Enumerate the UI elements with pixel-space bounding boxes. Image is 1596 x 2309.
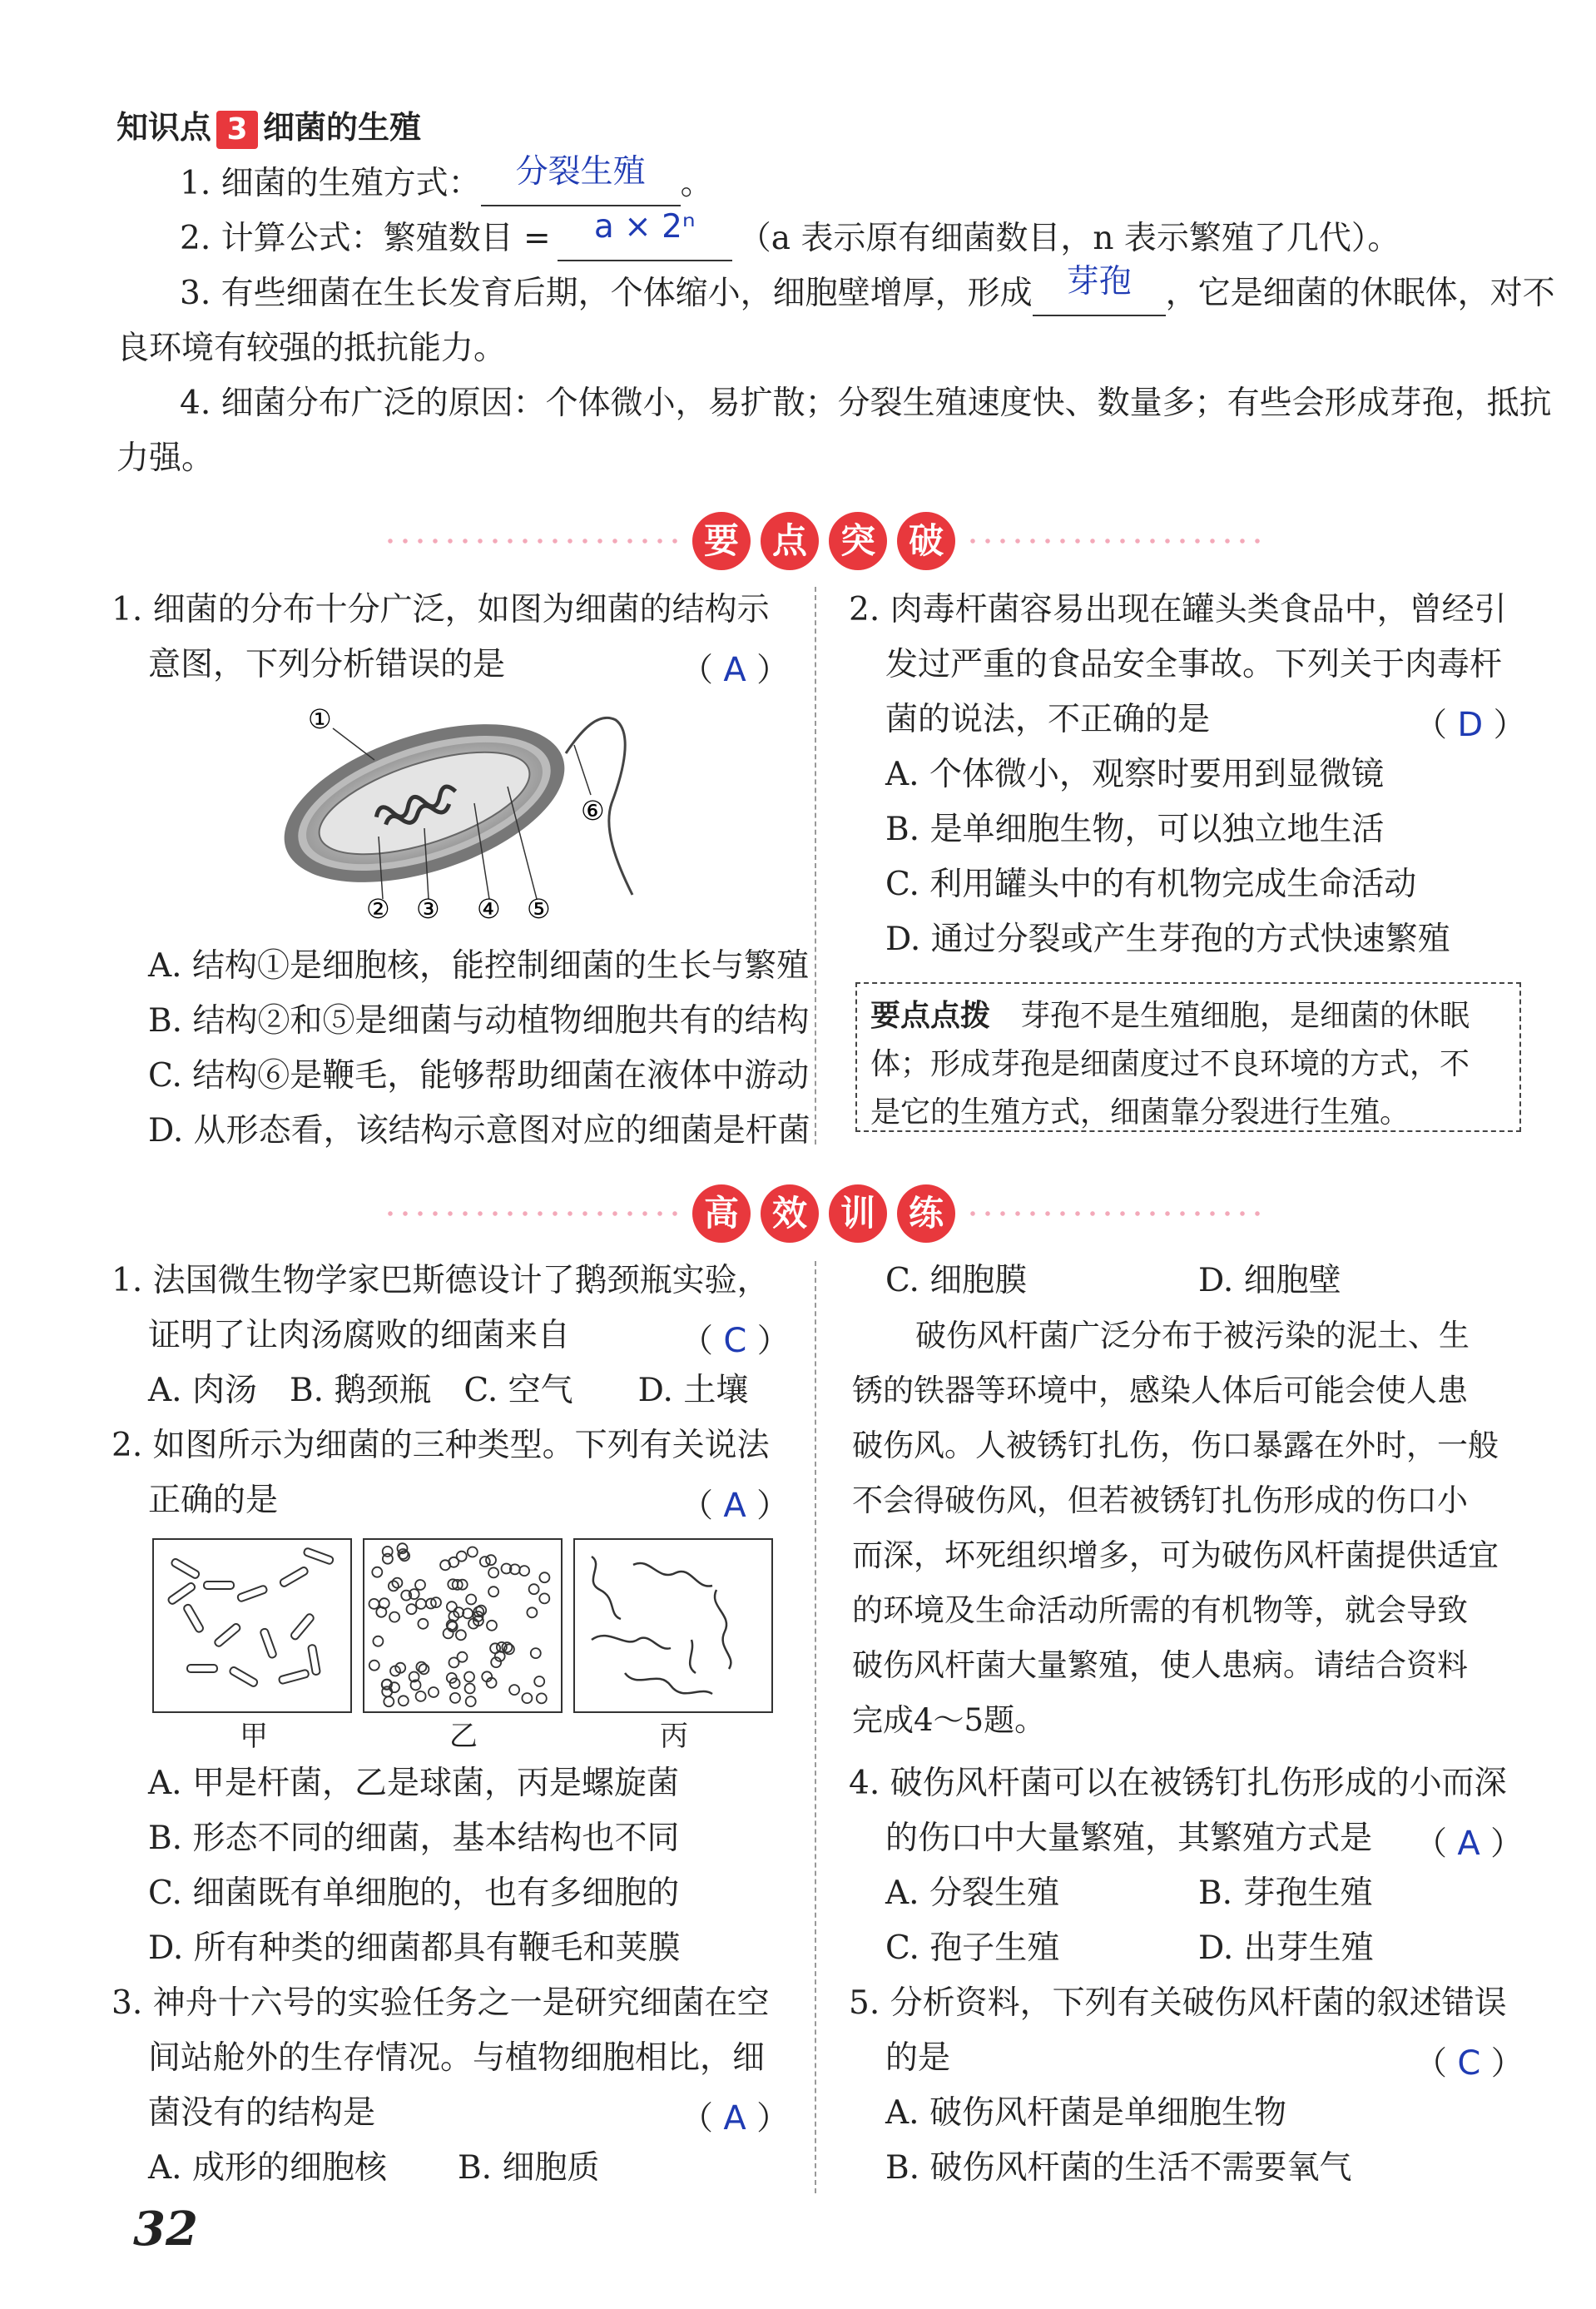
knowledge-point-heading: [116, 107, 421, 149]
caption-yi: 乙: [449, 1720, 478, 1753]
section-char: 高: [692, 1184, 751, 1243]
rod-bacteria-drawing: [154, 1540, 350, 1711]
tr-q5-stem-1: 5. 分析资料，下列有关破伤风杆菌的叙述错误: [849, 1984, 1507, 2022]
coccus-cell: [509, 1685, 519, 1695]
spirilla-box: [573, 1538, 773, 1713]
line-text: 3. 有些细菌在生长发育后期，个体缩小，细胞壁增厚，形成: [180, 275, 1033, 312]
label-6: ⑥: [581, 795, 605, 827]
coccus-cell: [389, 1612, 399, 1622]
tr-q5-answer-bracket: （ C ）: [1415, 2044, 1524, 2083]
tip-text: 体；形成芽孢是细菌度过不良环境的方式，不: [870, 1047, 1470, 1081]
dots-divider: [383, 1211, 682, 1216]
dots-divider: [965, 1211, 1265, 1216]
coccus-cell: [488, 1567, 498, 1577]
answer-blank: [481, 153, 681, 206]
bacilli-box: [152, 1538, 352, 1713]
label-1: ①: [308, 703, 332, 735]
section-char: 破: [897, 512, 955, 570]
coccus-cell: [480, 1557, 490, 1567]
tr-q1-answer-bracket: （ C ）: [681, 1322, 790, 1360]
tr-q4-option-d: D. 出芽生殖: [1198, 1929, 1374, 1967]
passage-line: 破伤风杆菌广泛分布于被污染的泥土、生: [915, 1318, 1470, 1353]
kp-q2-stem-1: 2. 肉毒杆菌容易出现在罐头类食品中，曾经引: [849, 591, 1507, 628]
coccus-cell: [488, 1587, 498, 1596]
coccus-cell: [466, 1696, 476, 1706]
coccus-cell: [487, 1621, 497, 1631]
tr-q4-answer-bracket: （ A ）: [1415, 1825, 1524, 1863]
knowledge-line-4b: 力强。: [116, 439, 215, 477]
coccus-cell: [457, 1552, 467, 1562]
coccus-cell: [379, 1598, 389, 1608]
coccus-cell: [468, 1547, 478, 1557]
tr-q3-option-c: C. 细胞膜: [885, 1262, 1028, 1299]
tr-q3-option-d: D. 细胞壁: [1198, 1262, 1341, 1299]
answer-letter: C: [1457, 2044, 1481, 2083]
knowledge-line-3b: 良环境有较强的抵抗能力。: [116, 330, 507, 367]
kp-q2-option-d: D. 通过分裂或产生芽孢的方式快速繁殖: [885, 921, 1450, 958]
answer-letter: C: [723, 1322, 747, 1360]
kp-q1-option-c: C. 结构⑥是鞭毛，能够帮助细菌在液体中游动: [148, 1057, 810, 1095]
column-divider: [815, 587, 816, 1145]
section-header-training: [349, 1180, 1298, 1247]
passage-line: 破伤风。人被锈钉扎伤，伤口暴露在外时，一般: [852, 1428, 1499, 1463]
knowledge-line-1: [180, 153, 713, 206]
coccus-cell: [531, 1648, 541, 1658]
caption-bing: 丙: [660, 1720, 688, 1753]
coccus-cell: [440, 1560, 450, 1570]
tip-text: 芽孢不是生殖细胞，是细菌的休眠: [1020, 999, 1470, 1033]
tr-q2-answer-bracket: （ A ）: [681, 1487, 790, 1525]
passage-line: 破伤风杆菌大量繁殖，使人患病。请结合资料: [852, 1647, 1468, 1683]
coccus-cell: [539, 1572, 549, 1582]
section-char: 点: [761, 512, 819, 570]
blank-answer: 分裂生殖: [515, 153, 646, 191]
kp-q2-option-b: B. 是单细胞生物，可以独立地生活: [885, 811, 1385, 848]
line-text: 1. 细菌的生殖方式：: [180, 165, 481, 202]
answer-blank: [1033, 263, 1166, 316]
coccus-cell: [447, 1601, 457, 1611]
line-text: 。: [680, 165, 713, 202]
column-divider: [815, 1261, 816, 2193]
knowledge-label: 知识点: [116, 109, 212, 146]
coccus-cell: [450, 1693, 460, 1703]
coccus-cell: [369, 1661, 379, 1671]
tr-q3-option-a: A. 成形的细胞核: [148, 2149, 387, 2187]
coccus-cell: [458, 1652, 468, 1662]
label-4: ④: [477, 893, 501, 920]
dots-divider: [383, 539, 682, 544]
kp-q2-answer-bracket: （ D ）: [1415, 706, 1526, 744]
kp-q1-stem-1: 1. 细菌的分布十分广泛，如图为细菌的结构示: [112, 591, 770, 628]
coccus-cell: [464, 1672, 474, 1682]
coccus-cell: [529, 1584, 539, 1594]
kp-q1-option-a: A. 结构①是细胞核，能控制细菌的生长与繁殖: [148, 947, 809, 985]
tr-q4-option-a: A. 分裂生殖: [885, 1875, 1059, 1912]
coccus-cell: [534, 1676, 544, 1686]
answer-letter: A: [723, 651, 746, 689]
bacterium-structure-diagram: [283, 695, 649, 920]
knowledge-line-3: [180, 263, 1555, 316]
tr-q1-options: A. 肉汤 B. 鹅颈瓶 C. 空气 D. 土壤: [148, 1372, 749, 1409]
tr-q1-stem-1: 1. 法国微生物学家巴斯德设计了鹅颈瓶实验，: [112, 1262, 770, 1299]
knowledge-line-2: [180, 208, 1400, 261]
kp-q2-option-c: C. 利用罐头中的有机物完成生命活动: [885, 866, 1417, 903]
tr-q5-option-a: A. 破伤风杆菌是单细胞生物: [885, 2094, 1286, 2132]
coccus-cell: [419, 1664, 429, 1674]
answer-letter: D: [1457, 706, 1484, 744]
tr-q5-stem-2: 的是: [885, 2039, 951, 2077]
section-char: 突: [829, 512, 887, 570]
tr-q3-stem-2: 间站舱外的生存情况。与植物细胞相比，细: [148, 2039, 766, 2077]
coccus-cell: [372, 1567, 382, 1577]
line-text: ，它是细菌的休眠体，对不: [1165, 275, 1555, 312]
round-bacteria-drawing: [364, 1540, 561, 1711]
label-5: ⑤: [527, 893, 551, 920]
tr-q4-stem-2: 的伤口中大量繁殖，其繁殖方式是: [885, 1820, 1373, 1857]
answer-letter: A: [723, 1487, 746, 1525]
tr-q3-stem-3: 菌没有的结构是: [148, 2094, 376, 2132]
blank-answer: a × 2ⁿ: [593, 208, 696, 246]
tr-q5-option-b: B. 破伤风杆菌的生活不需要氧气: [885, 2149, 1352, 2187]
answer-letter: A: [723, 2099, 746, 2138]
tr-q4-option-b: B. 芽孢生殖: [1198, 1875, 1373, 1912]
knowledge-line-4: 4. 细菌分布广泛的原因：个体微小，易扩散；分裂生殖速度快、数量多；有些会形成芽孢，抵抗: [180, 385, 1552, 422]
tip-title: 要点点拨: [870, 999, 991, 1033]
coccus-cell: [384, 1696, 394, 1706]
kp-q2-stem-3: 菌的说法，不正确的是: [885, 701, 1211, 738]
spiral-bacteria-drawing: [575, 1540, 771, 1711]
section-header-key-points: [349, 508, 1298, 574]
section-char: 训: [829, 1184, 887, 1243]
passage-line: 完成4～5题。: [852, 1702, 1046, 1738]
coccus-cell: [415, 1580, 425, 1590]
page-number: 32: [133, 2202, 198, 2257]
coccus-cell: [416, 1662, 426, 1672]
tip-box: [855, 982, 1521, 1132]
answer-blank: [558, 208, 732, 261]
passage-line: 的环境及生命活动所需的有机物等，就会导致: [852, 1592, 1468, 1628]
cocci-box: [363, 1538, 563, 1713]
passage-line: 锈的铁器等环境中，感染人体后可能会使人患: [852, 1373, 1468, 1408]
section-char: 效: [761, 1184, 819, 1243]
passage-line: 而深，坏死组织增多，可为破伤风杆菌提供适宜: [852, 1537, 1499, 1573]
section-char: 要: [692, 512, 751, 570]
tr-q2-stem-2: 正确的是: [148, 1482, 279, 1519]
kp-q1-stem-2: 意图，下列分析错误的是: [148, 646, 506, 683]
tr-q2-stem-1: 2. 如图所示为细菌的三种类型。下列有关说法: [112, 1427, 770, 1464]
coccus-cell: [429, 1687, 439, 1697]
tr-q2-option-d: D. 所有种类的细菌都具有鞭毛和荚膜: [148, 1929, 681, 1967]
coccus-cell: [539, 1593, 549, 1603]
tr-q2-option-b: B. 形态不同的细菌，基本结构也不同: [148, 1820, 680, 1857]
kp-q1-answer-bracket: （ A ）: [681, 651, 790, 689]
knowledge-number-badge: 3: [216, 111, 258, 149]
label-3: ③: [416, 893, 440, 920]
coccus-cell: [418, 1619, 428, 1629]
line-text: 2. 计算公式：繁殖数目 =: [180, 220, 551, 257]
caption-jia: 甲: [240, 1720, 268, 1753]
tr-q4-option-c: C. 孢子生殖: [885, 1929, 1060, 1967]
coccus-cell: [399, 1696, 409, 1706]
coccus-cell: [537, 1693, 547, 1703]
tr-q3-answer-bracket: （ A ）: [681, 2099, 790, 2138]
kp-q2-option-a: A. 个体微小，观察时要用到显微镜: [885, 756, 1384, 793]
coccus-cell: [519, 1566, 529, 1576]
coccus-cell: [416, 1599, 426, 1609]
section-char: 练: [897, 1184, 955, 1243]
coccus-cell: [369, 1599, 379, 1609]
tr-q1-stem-2: 证明了让肉汤腐败的细菌来自: [148, 1317, 571, 1354]
kp-q2-stem-2: 发过严重的食品安全事故。下列关于肉毒杆: [885, 646, 1503, 683]
kp-q1-option-b: B. 结构②和⑤是细菌与动植物细胞共有的结构: [148, 1002, 810, 1040]
tr-q2-option-c: C. 细菌既有单细胞的，也有多细胞的: [148, 1875, 680, 1912]
tr-q3-option-b: B. 细胞质: [458, 2149, 600, 2187]
dots-divider: [965, 539, 1265, 544]
coccus-cell: [527, 1607, 537, 1617]
label-2: ②: [366, 893, 390, 920]
knowledge-title: 细菌的生殖: [263, 109, 422, 146]
coccus-cell: [407, 1604, 417, 1614]
tip-text: 是它的生殖方式，细菌靠分裂进行生殖。: [870, 1095, 1410, 1130]
tr-q4-stem-1: 4. 破伤风杆菌可以在被锈钉扎伤形成的小而深: [849, 1765, 1507, 1802]
coccus-cell: [383, 1554, 393, 1564]
coccus-cell: [522, 1693, 532, 1703]
kp-q1-option-d: D. 从形态看，该结构示意图对应的细菌是杆菌: [148, 1112, 810, 1150]
tr-q3-stem-1: 3. 神舟十六号的实验任务之一是研究细菌在空: [112, 1984, 770, 2022]
coccus-cell: [373, 1636, 383, 1646]
coccus-cell: [416, 1691, 426, 1701]
coccus-cell: [465, 1684, 475, 1694]
coccus-cell: [456, 1630, 466, 1640]
coccus-cell: [466, 1595, 476, 1605]
passage-line: 不会得破伤风，但若被锈钉扎伤形成的伤口小: [852, 1482, 1468, 1518]
blank-answer: 芽孢: [1066, 263, 1132, 300]
answer-letter: A: [1457, 1825, 1480, 1863]
tr-q2-option-a: A. 甲是杆菌，乙是球菌，丙是螺旋菌: [148, 1765, 679, 1802]
line-text: （a 表示原有细菌数目，n 表示繁殖了几代）。: [738, 220, 1400, 257]
